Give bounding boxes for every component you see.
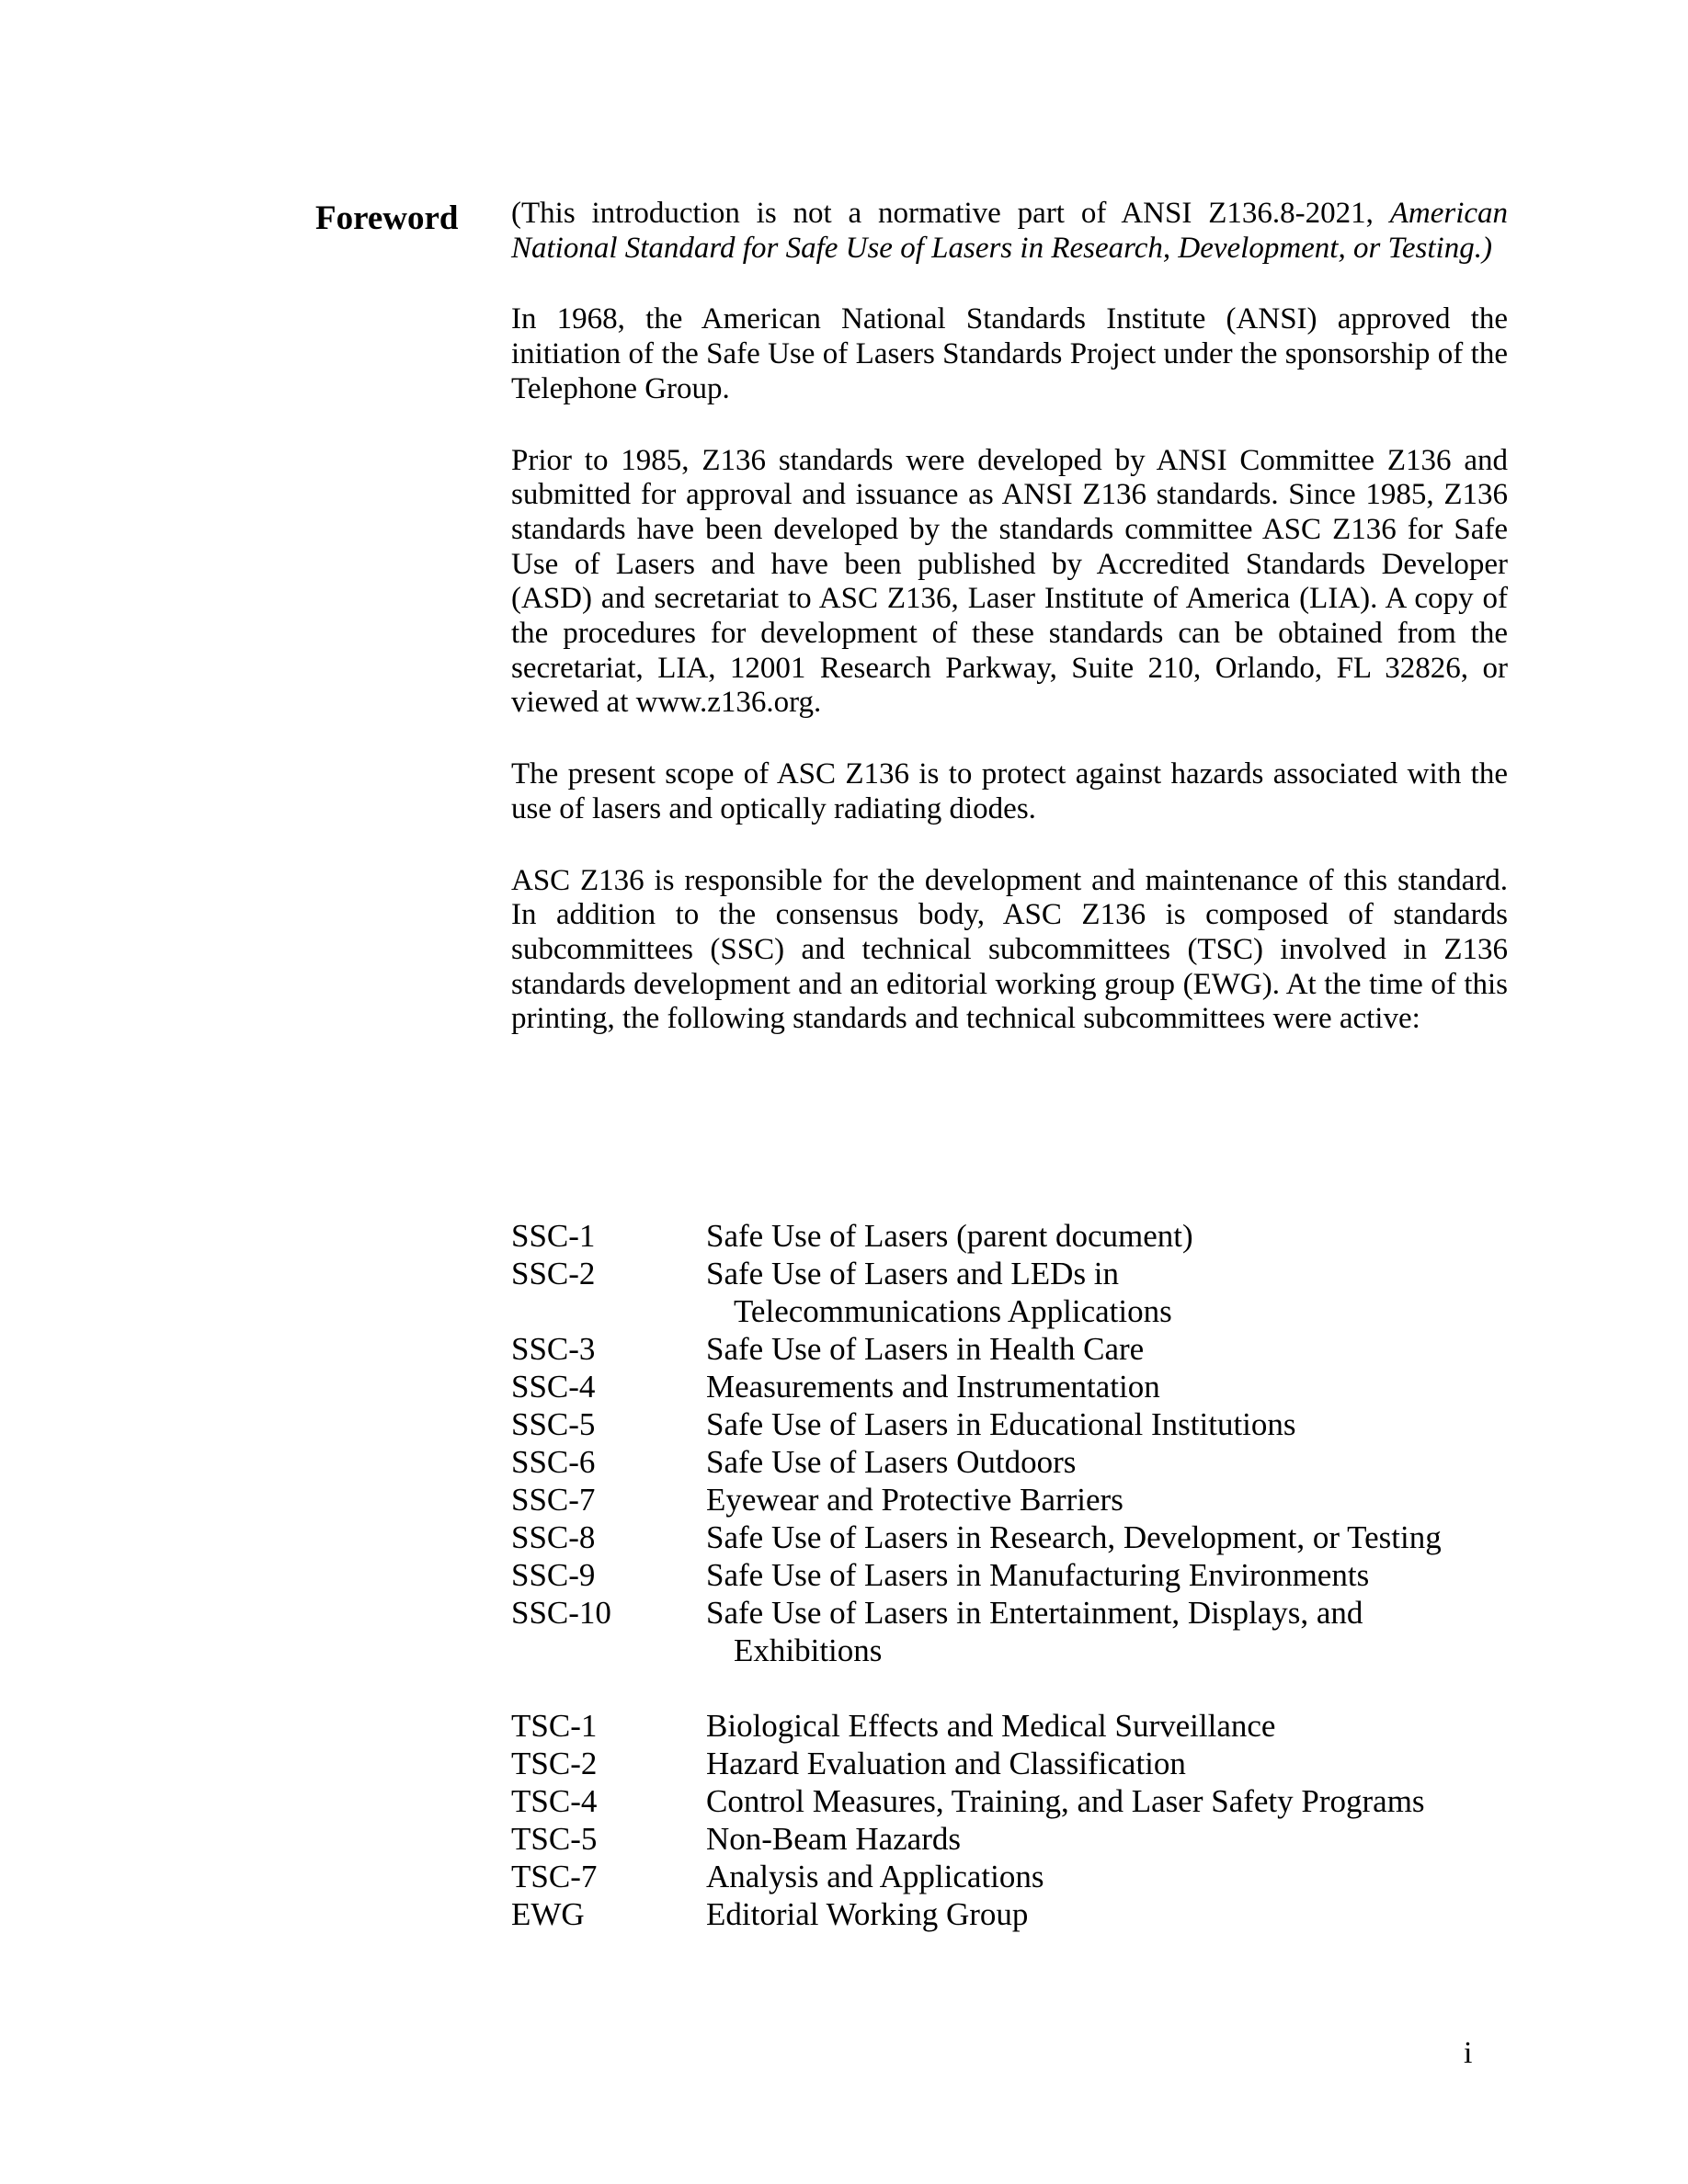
committee-code: SSC-5	[511, 1406, 596, 1442]
foreword-body	[511, 197, 1508, 1074]
committee-name-cell	[706, 1820, 1596, 1858]
intro-lead-text: (This introduction is not a normative part of ANSI Z136.8-2021,	[511, 197, 1374, 230]
list-spacer	[511, 1669, 1596, 1707]
committee-name: Safe Use of Lasers (parent document)	[706, 1218, 1193, 1254]
committee-row	[511, 1481, 1596, 1519]
committee-code: SSC-4	[511, 1369, 596, 1405]
committee-name-cell	[706, 1895, 1596, 1933]
committee-name: Safe Use of Lasers Outdoors	[706, 1444, 1077, 1480]
committee-name: Safe Use of Lasers in Manufacturing Environments	[706, 1557, 1370, 1593]
committee-row	[511, 1556, 1596, 1594]
committee-name-cell	[706, 1330, 1596, 1368]
committee-code: SSC-7	[511, 1482, 596, 1518]
technical-subcommittee-list	[511, 1707, 1596, 1933]
committee-code: SSC-2	[511, 1256, 596, 1291]
committee-row	[511, 1895, 1596, 1933]
committee-row	[511, 1745, 1596, 1782]
committee-name-cell	[706, 1405, 1596, 1443]
committee-row	[511, 1405, 1596, 1443]
committee-list	[511, 1217, 1596, 1933]
committee-code: TSC-7	[511, 1859, 598, 1894]
committee-name-cell	[706, 1519, 1596, 1556]
committee-row	[511, 1820, 1596, 1858]
committee-name-cell	[706, 1782, 1596, 1820]
committee-row	[511, 1519, 1596, 1556]
committee-row	[511, 1858, 1596, 1895]
committee-row	[511, 1330, 1596, 1368]
intro-standard-title: American National Standard for Safe Use of Lasers in Research, Development, or Testing.)	[511, 197, 1509, 265]
committee-code: SSC-3	[511, 1331, 596, 1367]
committee-name-cell	[706, 1481, 1596, 1519]
committee-code: SSC-10	[511, 1595, 611, 1631]
committee-code: SSC-1	[511, 1218, 596, 1254]
committee-name: Non-Beam Hazards	[706, 1821, 961, 1857]
committee-name: Safe Use of Lasers and LEDs in	[706, 1256, 1120, 1291]
committee-name: Safe Use of Lasers in Educational Institutions	[706, 1406, 1296, 1442]
page-number: i	[1464, 2036, 1473, 2070]
committee-code: TSC-5	[511, 1821, 598, 1857]
committee-name: Measurements and Instrumentation	[706, 1369, 1160, 1405]
committee-row	[511, 1368, 1596, 1405]
committee-name: Safe Use of Lasers in Health Care	[706, 1331, 1145, 1367]
committee-code: TSC-4	[511, 1783, 598, 1819]
committee-name: Analysis and Applications	[706, 1859, 1044, 1894]
committee-name: Editorial Working Group	[706, 1896, 1029, 1932]
paragraph-responsibility: ASC Z136 is responsible for the development and maintenance of this standard. In addition to the consensus body, ASC Z136 is composed of standards subcommittees (SSC) and technical subcommittees (TSC) involved in Z136 standards development and an editorial working group (EWG). At the time of this printing, the following standards and technical subcommittees were active:	[511, 863, 1508, 1036]
paragraph-scope: The present scope of ASC Z136 is to protect against hazards associated with the use of lasers and optically radiating diodes.	[511, 757, 1508, 825]
paragraph-development: Prior to 1985, Z136 standards were developed by ANSI Committee Z136 and submitted for approval and issuance as ANSI Z136 standards. Since 1985, Z136 standards have been developed by the standards committee ASC Z136 for Safe Use of Lasers and have been published by Accredited Standards Developer (ASD) and secretariat to ASC Z136, Laser Institute of America (LIA). A copy of the procedures for development of these standards can be obtained from the secretariat, LIA, 12001 Research Parkway, Suite 210, Orlando, FL 32826, or viewed at www.z136.org.	[511, 443, 1508, 720]
committee-name-continuation: Telecommunications Applications	[734, 1293, 1172, 1329]
committee-name-cell	[706, 1255, 1596, 1330]
committee-row	[511, 1443, 1596, 1481]
committee-name-cell	[706, 1858, 1596, 1895]
committee-name-cell	[706, 1594, 1596, 1669]
committee-code: TSC-2	[511, 1746, 598, 1781]
committee-name-cell	[706, 1745, 1596, 1782]
committee-row	[511, 1594, 1596, 1669]
committee-name-cell	[706, 1368, 1596, 1405]
committee-name: Biological Effects and Medical Surveillance	[706, 1708, 1276, 1744]
committee-name: Control Measures, Training, and Laser Safety Programs	[706, 1783, 1425, 1819]
committee-name-cell	[706, 1443, 1596, 1481]
committee-name: Eyewear and Protective Barriers	[706, 1482, 1123, 1518]
committee-code: TSC-1	[511, 1708, 598, 1744]
committee-name: Safe Use of Lasers in Research, Development, or Testing	[706, 1519, 1442, 1555]
committee-row	[511, 1707, 1596, 1745]
committee-name: Safe Use of Lasers in Entertainment, Displays, and	[706, 1595, 1363, 1631]
committee-code: EWG	[511, 1896, 585, 1932]
committee-row	[511, 1255, 1596, 1330]
committee-code: SSC-8	[511, 1519, 596, 1555]
committee-name-continuation: Exhibitions	[734, 1632, 883, 1668]
committee-name: Hazard Evaluation and Classification	[706, 1746, 1186, 1781]
intro-paragraph	[511, 197, 1508, 266]
committee-row	[511, 1217, 1596, 1255]
paragraph-history: In 1968, the American National Standards Institute (ANSI) approved the initiation of the Safe Use of Lasers Standards Project under the sponsorship of the Telephone Group.	[511, 302, 1508, 405]
standards-subcommittee-list	[511, 1217, 1596, 1669]
committee-name-cell	[706, 1217, 1596, 1255]
committee-code: SSC-6	[511, 1444, 596, 1480]
committee-name-cell	[706, 1556, 1596, 1594]
committee-name-cell	[706, 1707, 1596, 1745]
committee-row	[511, 1782, 1596, 1820]
section-heading: Foreword	[315, 199, 459, 237]
committee-code: SSC-9	[511, 1557, 596, 1593]
